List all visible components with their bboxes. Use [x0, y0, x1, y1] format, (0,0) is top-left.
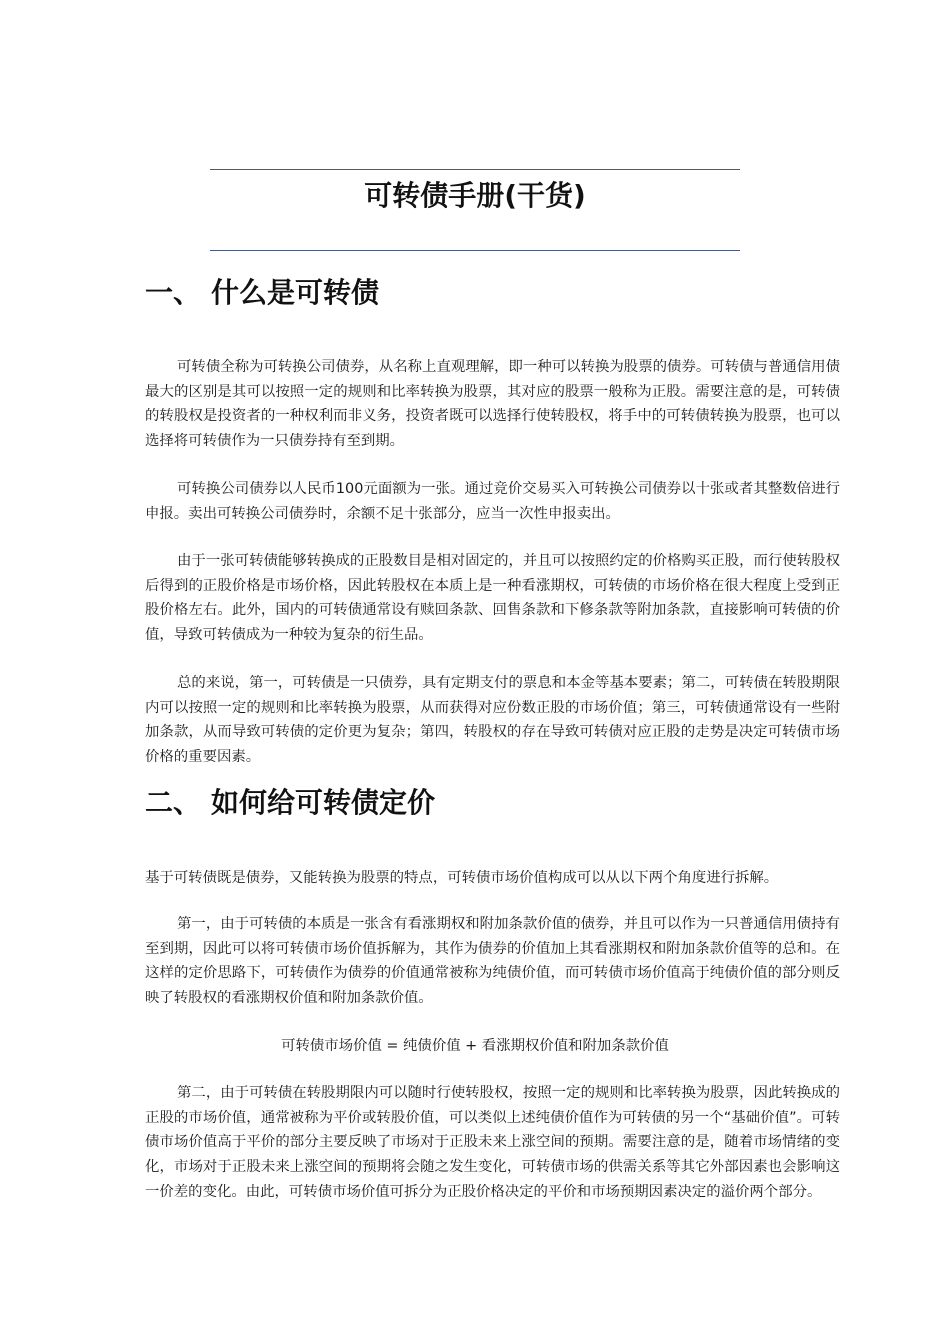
section-2-paragraph-1: 第一，由于可转债的本质是一张含有看涨期权和附加条款价值的债券，并且可以作为一只普通信用债持有至到期，因此可以将可转债市场价值拆解为，其作为债券的价值加上其看涨期权和附加条款价值等的总和。在这样的定价思路下，可转债作为债券的价值通常被称为纯债价值，而可转债市场价值高于纯债价值的部分则反映了转股权的看涨期权价值和附加条款价值。 [145, 916, 840, 1007]
title-bottom-rule [210, 250, 740, 251]
section-1-paragraph-1: 可转债全称为可转换公司债券，从名称上直观理解，即一种可以转换为股票的债券。可转债与普通信用债最大的区别是其可以按照一定的规则和比率转换为股票，其对应的股票一般称为正股。需要注意的是，可转债的转股权是投资者的一种权利而非义务，投资者既可以选择行使转股权，将手中的可转债转换为股票，也可以选择将可转债作为一只债券持有至到期。 [145, 359, 840, 450]
section-2-number: 二、 [145, 786, 202, 819]
section-2-title: 如何给可转债定价 [211, 786, 436, 819]
title-top-rule [210, 169, 740, 170]
section-1-paragraph-4: 总的来说，第一，可转债是一只债券，具有定期支付的票息和本金等基本要素；第二，可转债在转股期限内可以按照一定的规则和比率转换为股票，从而获得对应份数正股的市场价值；第三，可转债通常设有一些附加条款，从而导致可转债的定价更为复杂；第四，转股权的存在导致可转债对应正股的走势是决定可转债市场价格的重要因素。 [145, 675, 840, 766]
section-1-heading [145, 274, 379, 312]
valuation-formula: 可转债市场价值 = 纯债价值 + 看涨期权价值和附加条款价值 [281, 1038, 669, 1054]
section-2-intro: 基于可转债既是债券，又能转换为股票的特点，可转债市场价值构成可以从以下两个角度进行拆解。 [145, 870, 779, 886]
section-1-paragraph-3: 由于一张可转债能够转换成的正股数目是相对固定的，并且可以按照约定的价格购买正股，而行使转股权后得到的正股价格是市场价格，因此转股权在本质上是一种看涨期权，可转债的市场价格在很大程度上受到正股价格左右。此外，国内的可转债通常设有赎回条款、回售条款和下修条款等附加条款，直接影响可转债的价值，导致可转债成为一种较为复杂的衍生品。 [145, 553, 840, 644]
section-1-number: 一、 [145, 276, 202, 309]
section-1-title: 什么是可转债 [211, 276, 380, 309]
document-title: 可转债手册(干货) [364, 179, 586, 212]
section-1-paragraph-2: 可转换公司债券以人民币100元面额为一张。通过竞价交易买入可转换公司债券以十张或者其整数倍进行申报。卖出可转换公司债券时，余额不足十张部分，应当一次性申报卖出。 [145, 481, 840, 522]
section-2-heading [145, 784, 435, 822]
section-2-paragraph-2: 第二，由于可转债在转股期限内可以随时行使转股权，按照一定的规则和比率转换为股票，因此转换成的正股的市场价值，通常被称为平价或转股价值，可以类似上述纯债价值作为可转债的另一个“基础价值”。可转债市场价值高于平价的部分主要反映了市场对于正股未来上涨空间的预期。需要注意的是，随着市场情绪的变化，市场对于正股未来上涨空间的预期将会随之发生变化，可转债市场的供需关系等其它外部因素也会影响这一价差的变化。由此，可转债市场价值可拆分为正股价格决定的平价和市场预期因素决定的溢价两个部分。 [145, 1085, 840, 1200]
